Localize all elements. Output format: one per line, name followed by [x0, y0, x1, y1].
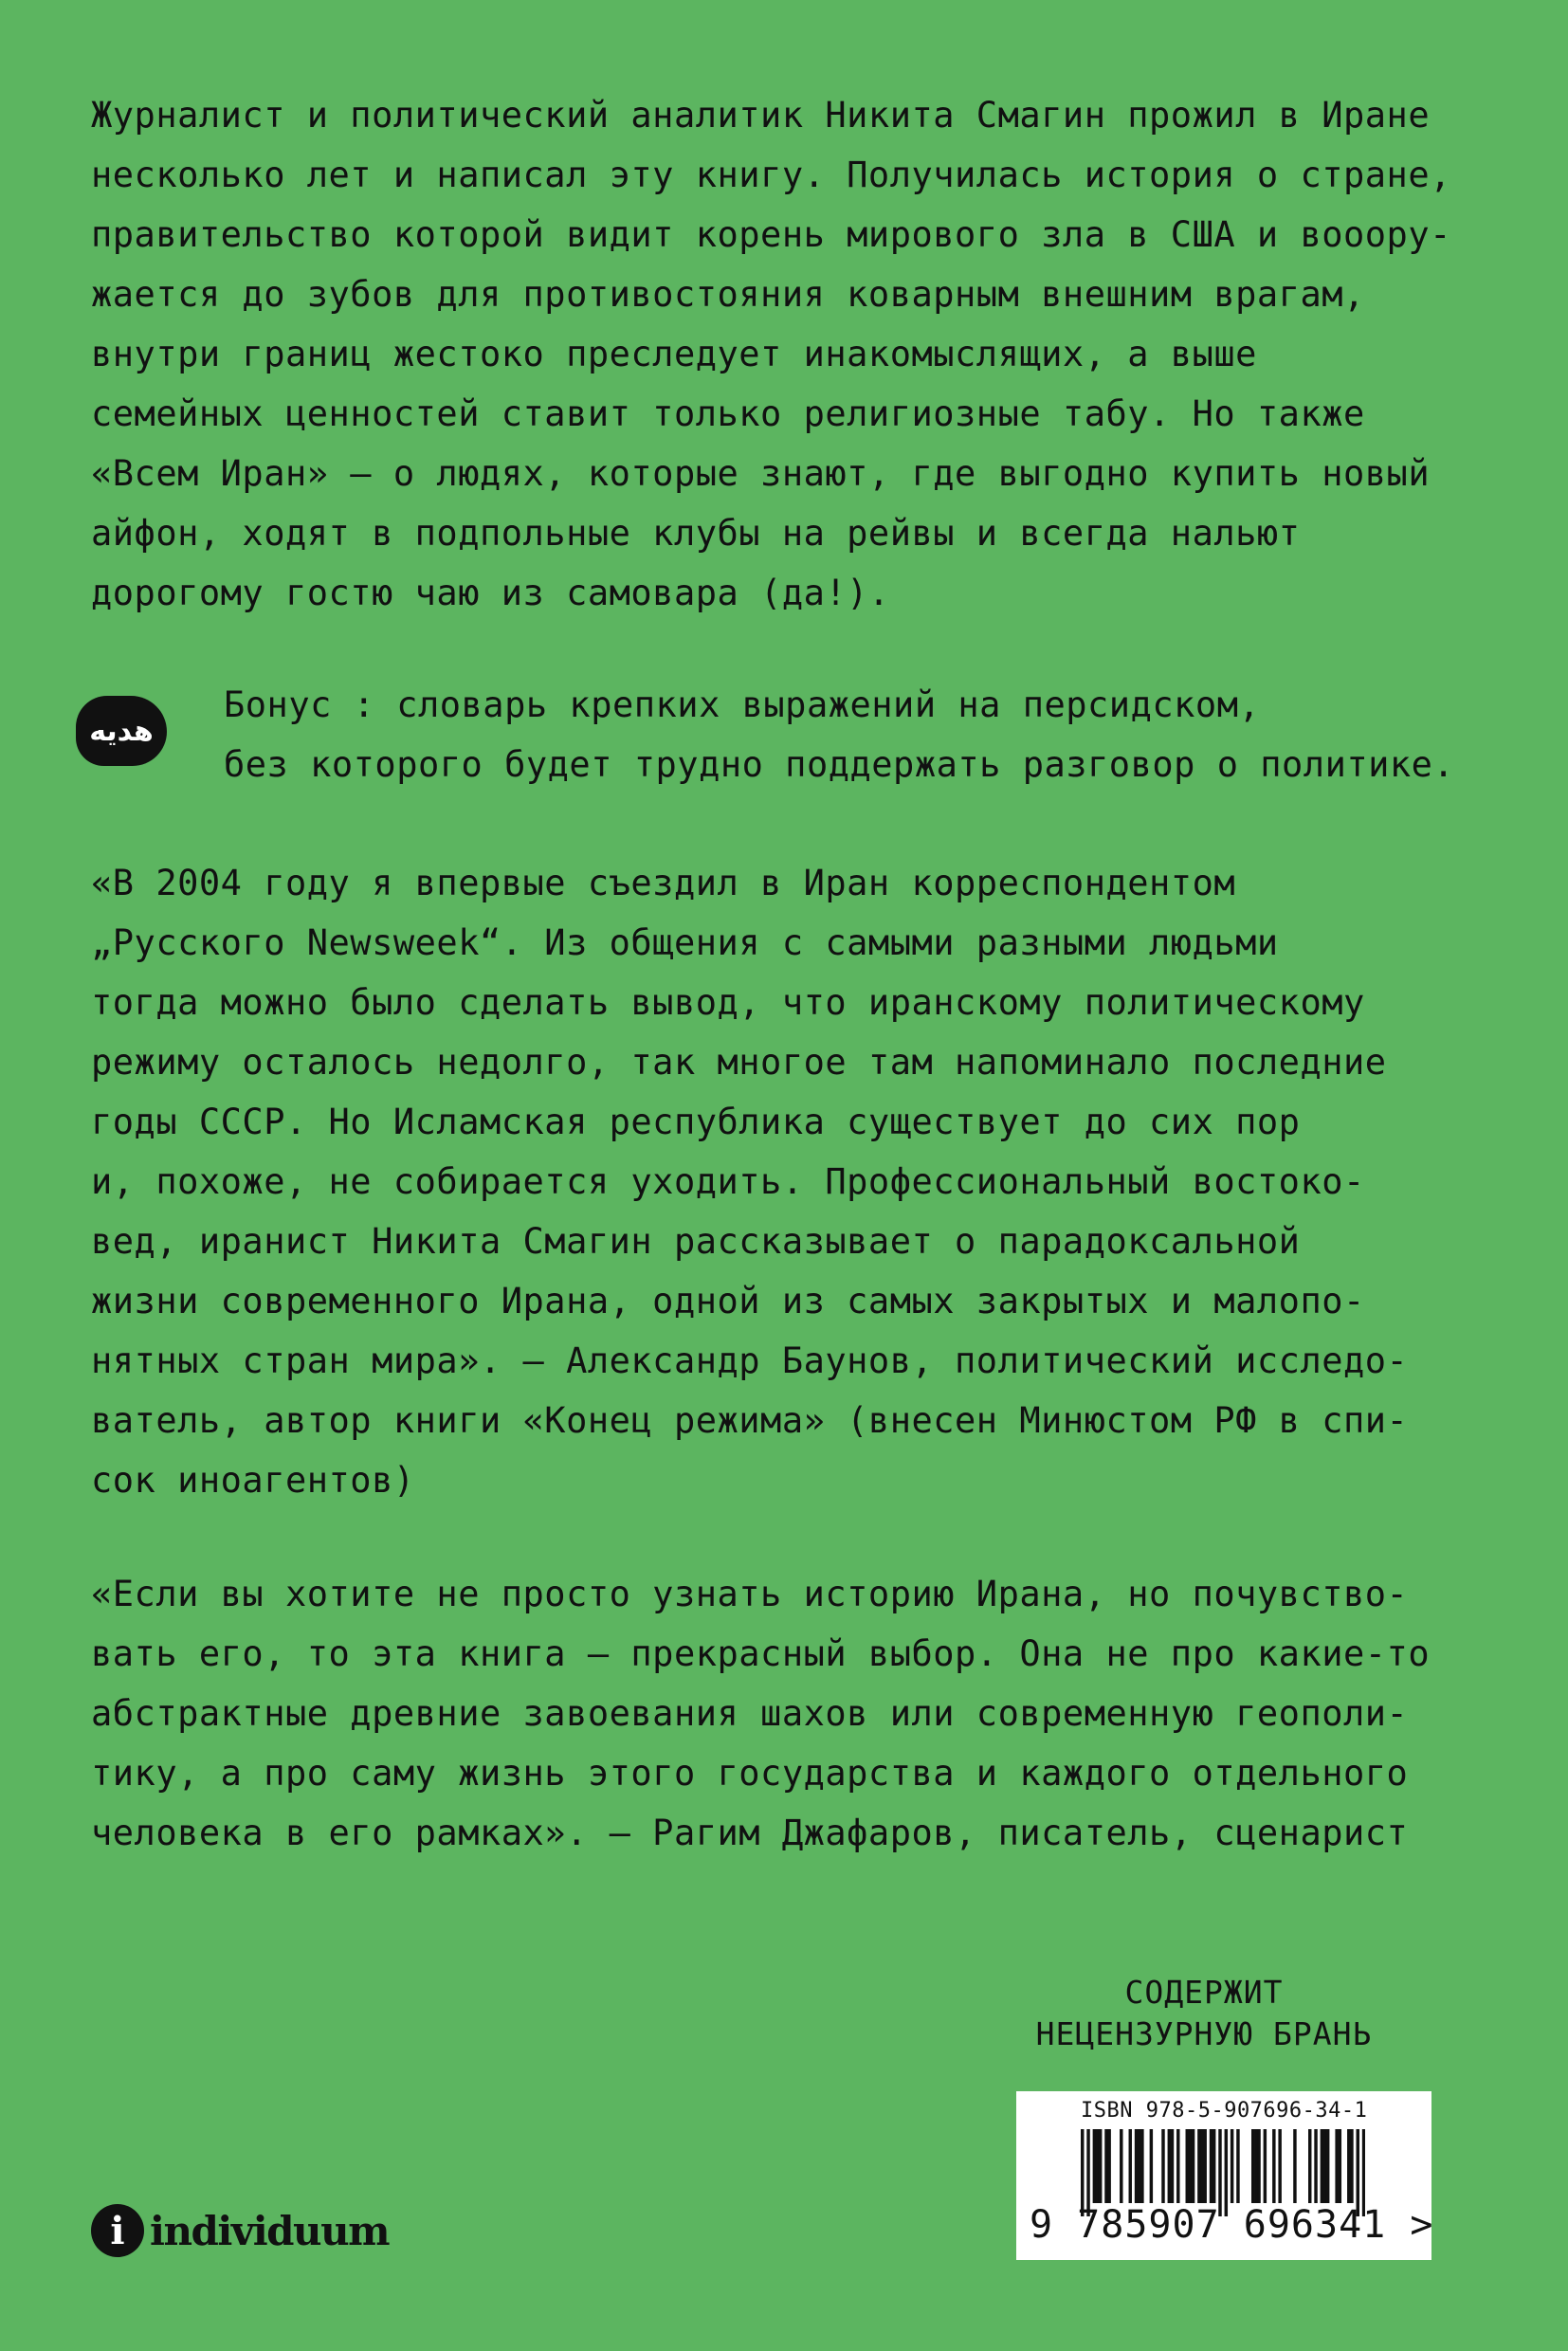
barcode-bar: [1107, 2129, 1110, 2203]
barcode-bar: [1197, 2129, 1200, 2203]
quote-line: тогда можно было сделать вывод, что иранскому политическому: [91, 982, 1365, 1023]
barcode-bar: [1293, 2129, 1296, 2203]
quote-baunov: [91, 853, 1408, 1510]
barcode-bar: [1339, 2129, 1341, 2203]
barcode-bar: [1189, 2129, 1192, 2203]
quote-dzhafarov: [91, 1564, 1430, 1863]
quote-line: ватель, автор книги «Конец режима» (внесен Минюстом РФ в спи-: [91, 1400, 1409, 1441]
intro-line: семейных ценностей ставит только религиозные табу. Но также: [91, 393, 1365, 434]
barcode-bar: [1278, 2129, 1281, 2203]
barcode-bar: [1138, 2129, 1140, 2203]
quote-line: «Если вы хотите не просто узнать историю Ирана, но почувство-: [91, 1574, 1409, 1614]
intro-line: Журналист и политический аналитик Никита Смагин прожил в Иране: [91, 95, 1431, 136]
barcode-bar: [1314, 2129, 1317, 2203]
barcode-bar: [1231, 2129, 1233, 2203]
barcode-bar: [1192, 2129, 1194, 2203]
quote-line: режиму осталось недолго, так многое там напоминало последние: [91, 1042, 1387, 1083]
barcode-bar: [1171, 2129, 1174, 2203]
barcode-bar: [1096, 2129, 1099, 2203]
barcode-bar: [1140, 2129, 1143, 2203]
barcode-bar: [1186, 2129, 1189, 2203]
quote-line: вать его, то эта книга – прекрасный выбор. Она не про какие-то: [91, 1633, 1431, 1674]
warning-line: НЕЦЕНЗУРНУЮ БРАНЬ: [1035, 2015, 1373, 2052]
gift-badge-icon: هدیه: [76, 696, 167, 766]
intro-line: айфон, ходят в подпольные клубы на рейвы и всегда нальют: [91, 513, 1301, 554]
barcode-bar: [1347, 2129, 1350, 2203]
bonus-text: [224, 675, 1454, 794]
barcode-bar: [1104, 2129, 1107, 2203]
isbn-label: ISBN 978-5-907696-34-1: [1081, 2099, 1368, 2123]
bonus-line: без которого будет трудно поддержать разговор о политике.: [224, 744, 1455, 785]
bonus-section: [76, 675, 1555, 808]
quote-line: годы СССР. Но Исламская республика существует до сих пор: [91, 1102, 1301, 1142]
barcode-bar: [1129, 2129, 1132, 2203]
bonus-line: Бонус : словарь крепких выражений на персидском,: [224, 684, 1261, 725]
barcode-bar: [1200, 2129, 1203, 2203]
content-warning: [1024, 1972, 1384, 2055]
barcode-bar: [1335, 2129, 1338, 2203]
barcode-bar: [1236, 2129, 1239, 2203]
intro-line: правительство которой видит корень мирового зла в США и вооору-: [91, 214, 1451, 255]
info-i-icon: i: [91, 2204, 144, 2257]
isbn-barcode: [1016, 2091, 1434, 2260]
barcode-bar: [1251, 2129, 1254, 2203]
barcode-bar: [1093, 2129, 1096, 2203]
intro-line: внутри границ жестоко преследует инакомыслящих, а выше: [91, 334, 1257, 374]
barcode-digits: 9 785907 696341 >: [1030, 2203, 1434, 2247]
barcode-bar: [1099, 2129, 1102, 2203]
publisher-name: individuum: [150, 2207, 390, 2254]
barcode-bar: [1257, 2129, 1260, 2203]
quote-line: и, похоже, не собирается уходить. Профессиональный востоко-: [91, 1161, 1365, 1202]
intro-line: жается до зубов для противостояния коварным внешним врагам,: [91, 274, 1365, 315]
barcode-bar: [1308, 2129, 1311, 2203]
barcode-bar: [1135, 2129, 1138, 2203]
barcode-bar: [1264, 2129, 1267, 2203]
barcode-bar: [1323, 2129, 1326, 2203]
intro-paragraph: [91, 85, 1451, 623]
intro-line: несколько лет и написал эту книгу. Получилась история о стране,: [91, 155, 1451, 195]
quote-line: сок иноагентов): [91, 1460, 415, 1501]
quote-line: нятных стран мира». – Александр Баунов, политический исследо-: [91, 1340, 1409, 1381]
quote-line: человека в его рамках». – Рагим Джафаров, писатель, сценарист: [91, 1813, 1409, 1853]
quote-line: абстрактные древние завоевания шахов или современную геополи-: [91, 1693, 1409, 1734]
warning-line: СОДЕРЖИТ: [1124, 1974, 1284, 2011]
barcode-bar: [1254, 2129, 1257, 2203]
barcode-bar: [1350, 2129, 1353, 2203]
quote-line: „Русского Newsweek“. Из общения с самыми разными людьми: [91, 922, 1279, 963]
intro-line: дорогому гостю чаю из самовара (да!).: [91, 573, 890, 613]
barcode-bar: [1161, 2129, 1164, 2203]
barcode-bar: [1321, 2129, 1323, 2203]
barcode-bar: [1176, 2129, 1179, 2203]
quote-line: жизни современного Ирана, одной из самых закрытых и малопо-: [91, 1281, 1365, 1321]
barcode-bar: [1210, 2129, 1212, 2203]
quote-line: тику, а про саму жизнь этого государства и каждого отдельного: [91, 1753, 1409, 1794]
quote-line: вед, иранист Никита Смагин рассказывает о парадоксальной: [91, 1221, 1301, 1262]
barcode-bar: [1203, 2129, 1206, 2203]
barcode-bar: [1120, 2129, 1122, 2203]
barcode-bar: [1326, 2129, 1329, 2203]
barcode-bar: [1272, 2129, 1275, 2203]
barcode-bar: [1168, 2129, 1171, 2203]
intro-line: «Всем Иран» – о людях, которые знают, где выгодно купить новый: [91, 453, 1431, 494]
barcode-bar: [1212, 2129, 1215, 2203]
publisher-logo: [91, 2201, 389, 2260]
barcode-bar: [1150, 2129, 1153, 2203]
quote-line: «В 2004 году я впервые съездил в Иран корреспондентом: [91, 863, 1236, 903]
